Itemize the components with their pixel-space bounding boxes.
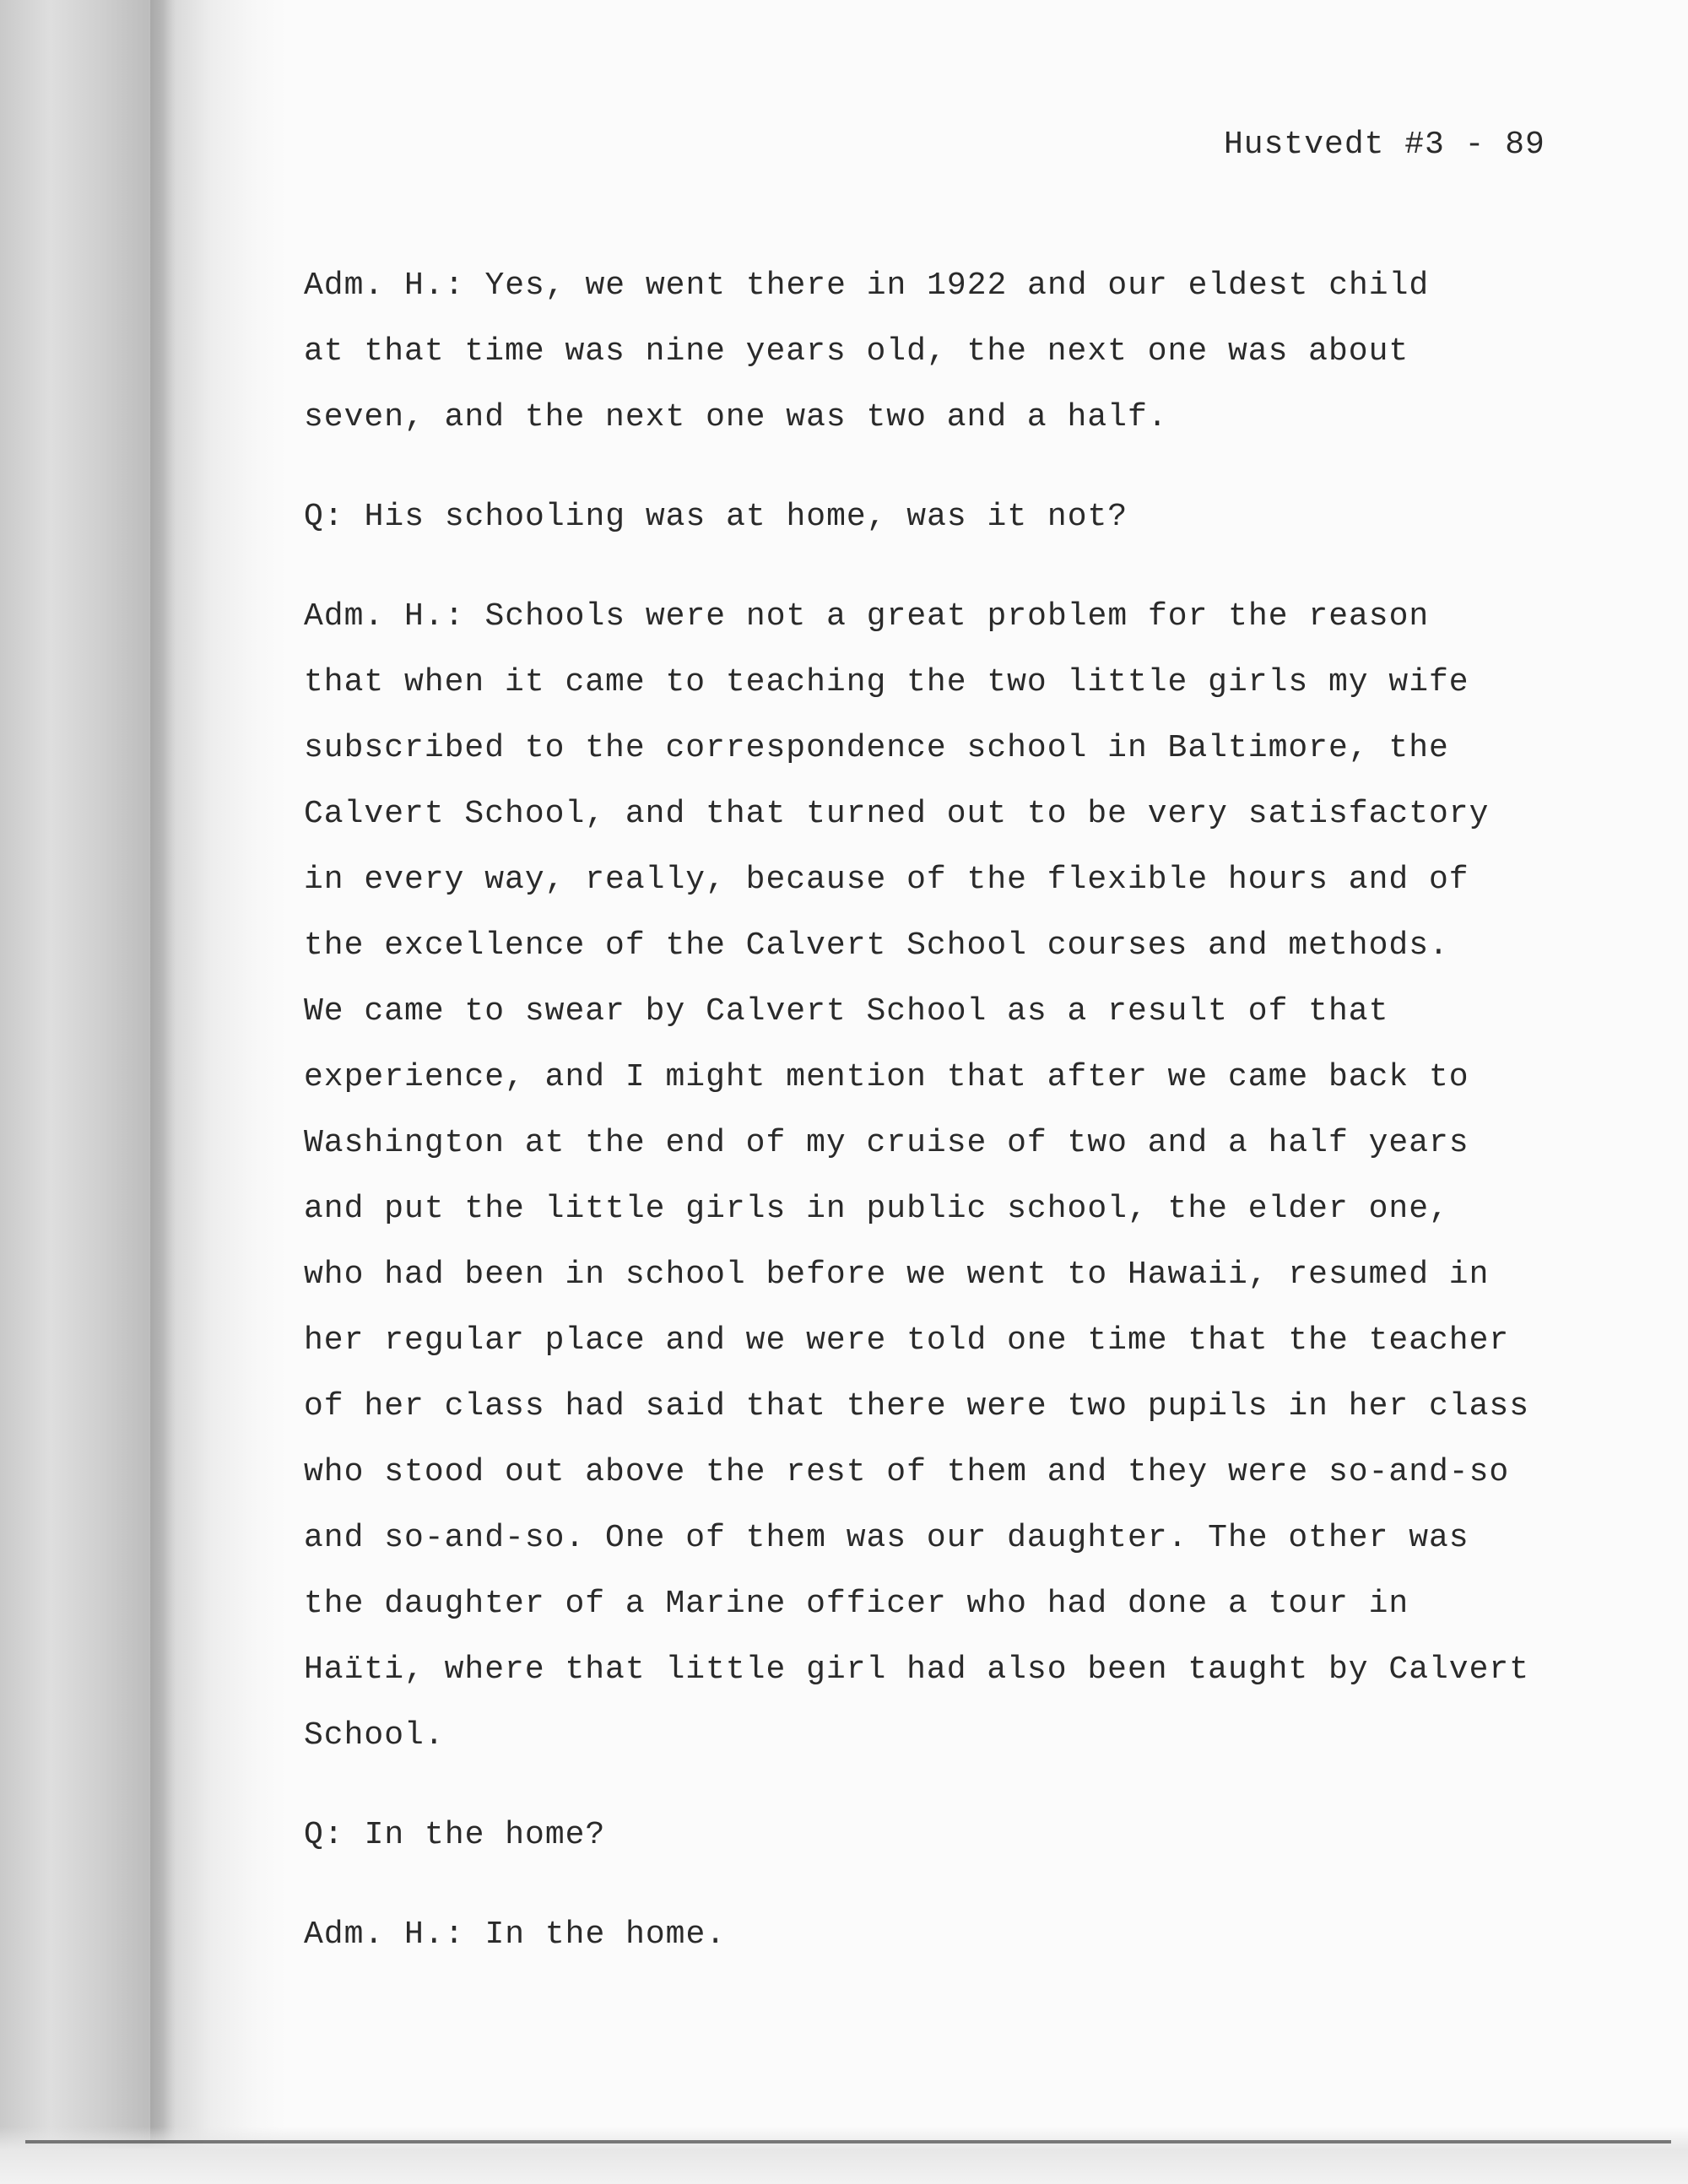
transcript-line: her regular place and we were told one time that the teacher: [304, 1322, 1510, 1359]
transcript-line: [304, 484, 1553, 550]
transcript-line: of her class had said that there were two pupils in her class: [304, 1388, 1530, 1424]
transcript-body: [304, 253, 1553, 2002]
transcript-line: [304, 253, 1553, 319]
line-text: In the home.: [484, 1916, 727, 1953]
speaker-label: Adm. H.:: [304, 1916, 465, 1953]
speaker-label: Adm. H.:: [304, 598, 465, 635]
speaker-label: Q:: [304, 499, 344, 535]
transcript-line: the daughter of a Marine officer who had done a tour in: [304, 1586, 1409, 1622]
binding-fold: [150, 0, 176, 2143]
transcript-line: and so-and-so. One of them was our daughter. The other was: [304, 1520, 1469, 1556]
transcript-paragraph: [304, 484, 1553, 550]
speaker-label: Adm. H.:: [304, 268, 465, 304]
transcript-line: [304, 584, 1553, 650]
transcript-line: School.: [304, 1717, 445, 1754]
transcript-line: Calvert School, and that turned out to be very satisfactory: [304, 796, 1490, 832]
transcript-line: at that time was nine years old, the next one was about: [304, 333, 1409, 370]
transcript-line: that when it came to teaching the two little girls my wife: [304, 664, 1469, 700]
transcript-paragraph: [304, 253, 1553, 451]
binding-shadow: [0, 0, 287, 2184]
line-text: In the home?: [364, 1817, 606, 1853]
transcript-line: Washington at the end of my cruise of two and a half years: [304, 1125, 1469, 1161]
transcript-line: subscribed to the correspondence school in Baltimore, the: [304, 730, 1449, 766]
bottom-shadow: [0, 2127, 1688, 2184]
transcript-line: [304, 1803, 1553, 1868]
transcript-line: experience, and I might mention that after we came back to: [304, 1059, 1469, 1095]
transcript-line: who stood out above the rest of them and they were so-and-so: [304, 1454, 1510, 1490]
transcript-paragraph: [304, 584, 1553, 1769]
transcript-line: who had been in school before we went to Hawaii, resumed in: [304, 1257, 1490, 1293]
line-text: Schools were not a great problem for the reason: [484, 598, 1430, 635]
transcript-paragraph: [304, 1803, 1553, 1868]
transcript-line: the excellence of the Calvert School courses and methods.: [304, 927, 1449, 964]
transcript-line: seven, and the next one was two and a half.: [304, 399, 1168, 435]
transcript-line: and put the little girls in public school, the elder one,: [304, 1191, 1449, 1227]
speaker-label: Q:: [304, 1817, 344, 1853]
line-text: His schooling was at home, was it not?: [364, 499, 1128, 535]
bottom-rule: [25, 2140, 1671, 2143]
transcript-line: Haïti, where that little girl had also been taught by Calvert: [304, 1652, 1530, 1688]
page-header: Hustvedt #3 - 89: [1224, 127, 1545, 163]
transcript-paragraph: [304, 1902, 1553, 1968]
transcript-line: [304, 1902, 1553, 1968]
line-text: Yes, we went there in 1922 and our eldest child: [484, 268, 1430, 304]
transcript-line: in every way, really, because of the flexible hours and of: [304, 862, 1469, 898]
transcript-line: We came to swear by Calvert School as a result of that: [304, 993, 1389, 1030]
